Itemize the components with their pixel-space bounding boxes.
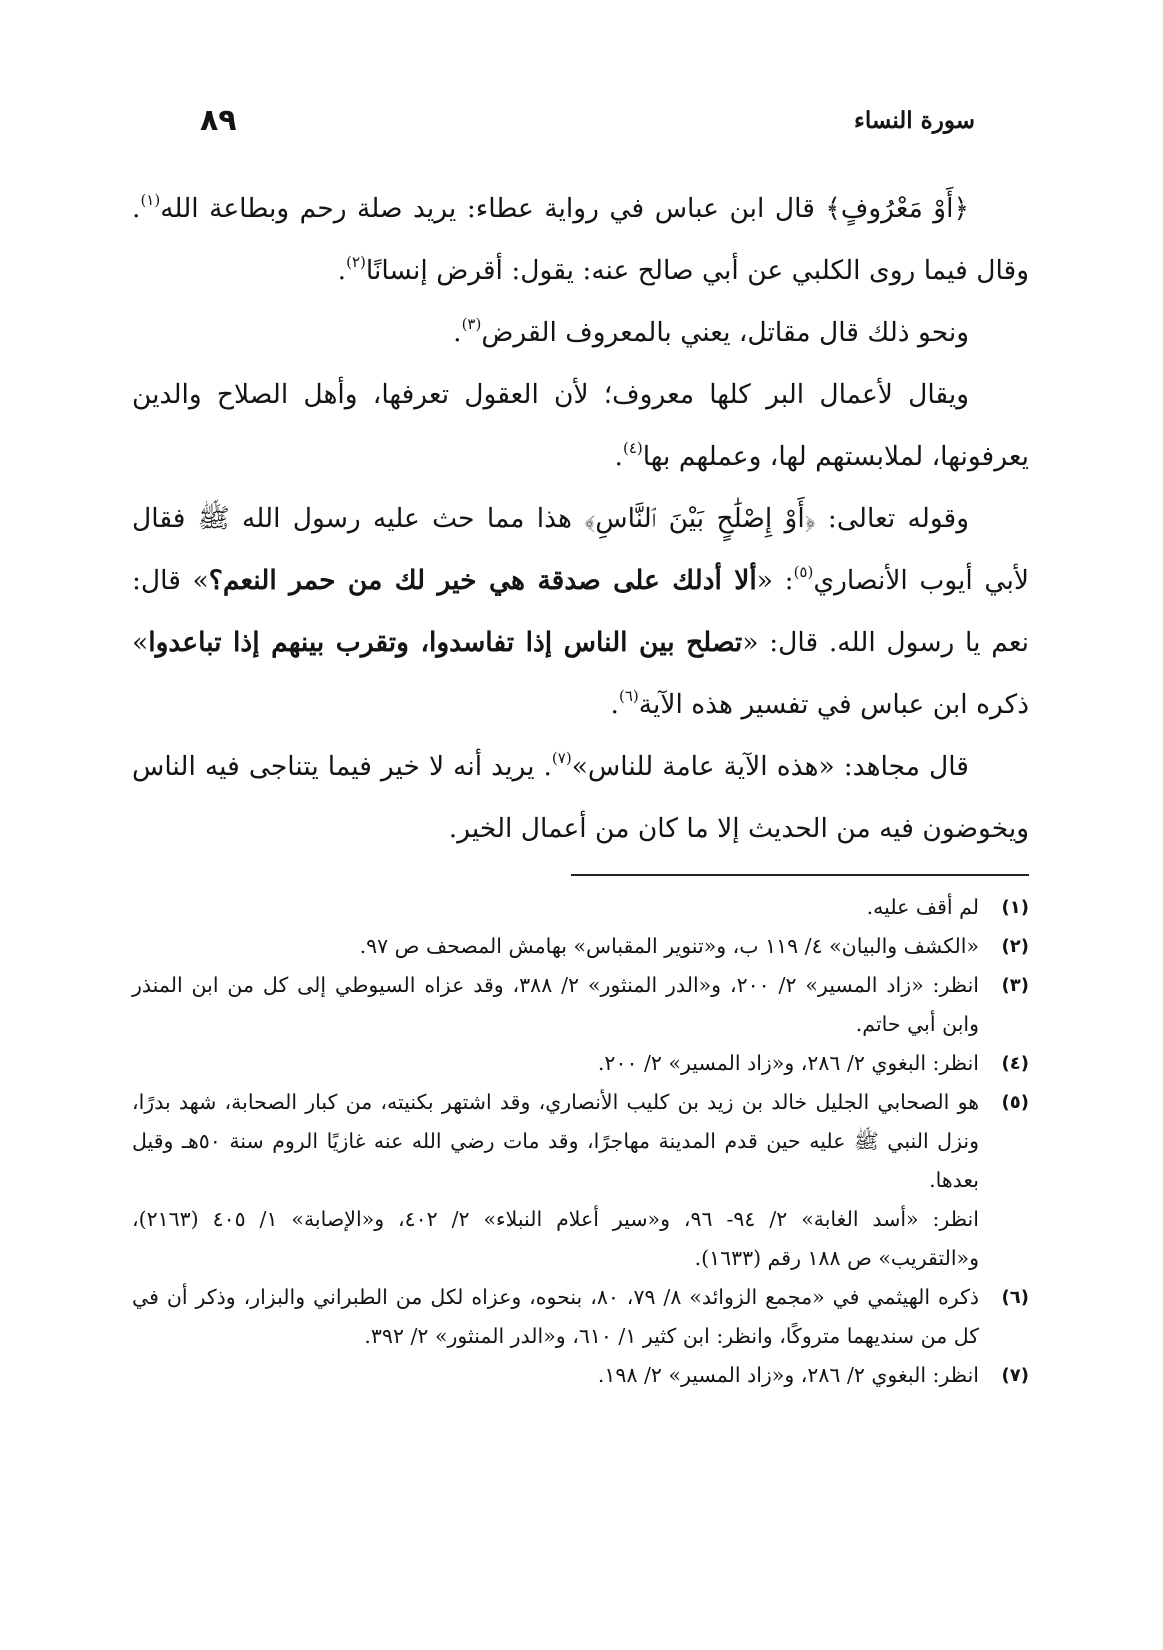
footnote-ref: (٢) [346, 253, 366, 271]
hadith-quote: تصلح بين الناس إذا تفاسدوا، وتقرب بينهم إذا تباعدوا [148, 627, 743, 658]
footnote-text: هو الصحابي الجليل خالد بن زيد بن كليب الأنصاري، وقد اشتهر بكنيته، من كبار الصحابة، شهد بدرًا، ونزل النبي ﷺ عليه حين قدم المدينة مهاجرًا، وقد مات رضي الله عنه غازيًا الروم سنة ٥٠هـ وقيل بعدها. [132, 1090, 979, 1192]
footnote [132, 1356, 1029, 1395]
footnote-ref: (٧) [551, 749, 572, 767]
footnote-ref: (١) [140, 191, 161, 209]
footnote-ref: (٥) [793, 563, 814, 581]
footnote-number: (٧) [1001, 1365, 1029, 1386]
paragraph-1: ﴿أَوْ مَعْرُوفٍ﴾ قال ابن عباس في رواية عطاء: يريد صلة رحم وبطاعة الله$^{(١)}$. وقال فيما روى الكلبي عن أبي صالح عنه: يقول: أقرض إنسانًا$^{(٢)}$. [132, 191, 1029, 286]
footnotes [132, 888, 1029, 1395]
footnote-number: (١) [1001, 897, 1029, 918]
footnote-ref: (٣) [461, 315, 482, 333]
page-header [200, 100, 975, 140]
footnote [132, 1278, 1029, 1356]
paragraph-4: وقوله تعالى: ﴿أَوْ إِصْلَٰحٍ بَيْنَ ٱلنَّاسِ﴾ هذا مما حث عليه رسول الله ﷺ فقال لأبي أيوب الأنصاري$^{(٥)}$: «ألا أدلك على صدقة هي خير لك من حمر النعم؟» قال: نعم يا رسول الله. قال: «تصلح بين الناس إذا تفاسدوا، وتقرب بينهم إذا تباعدوا» ذكره ابن عباس في تفسير هذه الآية$^{(٦)}$. [132, 503, 1030, 720]
footnote-text: انظر: «أسد الغابة» ٢/ ٩٤- ٩٦، و«سير أعلام النبلاء» ٢/ ٤٠٢، و«الإصابة» ١/ ٤٠٥ (٢١٦٣)، و«التقريب» ص ١٨٨ رقم (١٦٣٣). [132, 1207, 979, 1270]
hadith-quote: ألا أدلك على صدقة هي خير لك من حمر النعم؟ [208, 565, 757, 596]
footnote [132, 966, 1029, 1044]
footnote [132, 1083, 1029, 1278]
footnote [132, 927, 1029, 966]
footnote [132, 1044, 1029, 1083]
footnote-text: انظر: البغوي ٢/ ٢٨٦، و«زاد المسير» ٢/ ٢٠٠. [597, 1051, 979, 1075]
footnote-number: (٦) [1001, 1287, 1029, 1308]
paragraph-3: ويقال لأعمال البر كلها معروف؛ لأن العقول تعرفها، وأهل الصلاح والدين يعرفونها، لملابستهم لها، وعملهم بها$^{(٤)}$. [132, 379, 1029, 472]
running-title: سورة النساء [854, 106, 975, 134]
main-text [132, 178, 1029, 860]
footnote-text: انظر: البغوي ٢/ ٢٨٦، و«زاد المسير» ٢/ ١٩٨. [597, 1363, 979, 1387]
footnote-ref: (٦) [618, 687, 639, 705]
footnote-number: (٣) [1001, 975, 1029, 996]
page-number: ٨٩ [200, 102, 237, 138]
paragraph-2: ونحو ذلك قال مقاتل، يعني بالمعروف القرض$^{(٣)}$. [453, 315, 969, 348]
footnote-text: لم أقف عليه. [866, 895, 979, 919]
footnote-text: ذكره الهيثمي في «مجمع الزوائد» ٨/ ٧٩، ٨٠، بنحوه، وعزاه لكل من الطبراني والبزار، وذكر أن في كل من سنديهما متروكًا، وانظر: ابن كثير ١/ ٦١٠، و«الدر المنثور» ٢/ ٣٩٢. [132, 1285, 979, 1348]
footnote-number: (٤) [1001, 1053, 1029, 1074]
footnote-number: (٢) [1001, 936, 1029, 957]
footnote-text: انظر: «زاد المسير» ٢/ ٢٠٠، و«الدر المنثور» ٢/ ٣٨٨، وقد عزاه السيوطي إلى كل من ابن المنذر وابن أبي حاتم. [132, 973, 979, 1036]
footnote-text: «الكشف والبيان» ٤/ ١١٩ ب، و«تنوير المقباس» بهامش المصحف ص ٩٧. [359, 934, 979, 958]
footnote [132, 888, 1029, 927]
footnote-divider [571, 874, 1029, 876]
footnote-number: (٥) [1001, 1092, 1029, 1113]
paragraph-5: قال مجاهد: «هذه الآية عامة للناس»$^{(٧)}$. يريد أنه لا خير فيما يتناجى فيه الناس ويخوضون فيه من الحديث إلا ما كان من أعمال الخير. [132, 749, 1029, 844]
footnote-ref: (٤) [622, 439, 643, 457]
